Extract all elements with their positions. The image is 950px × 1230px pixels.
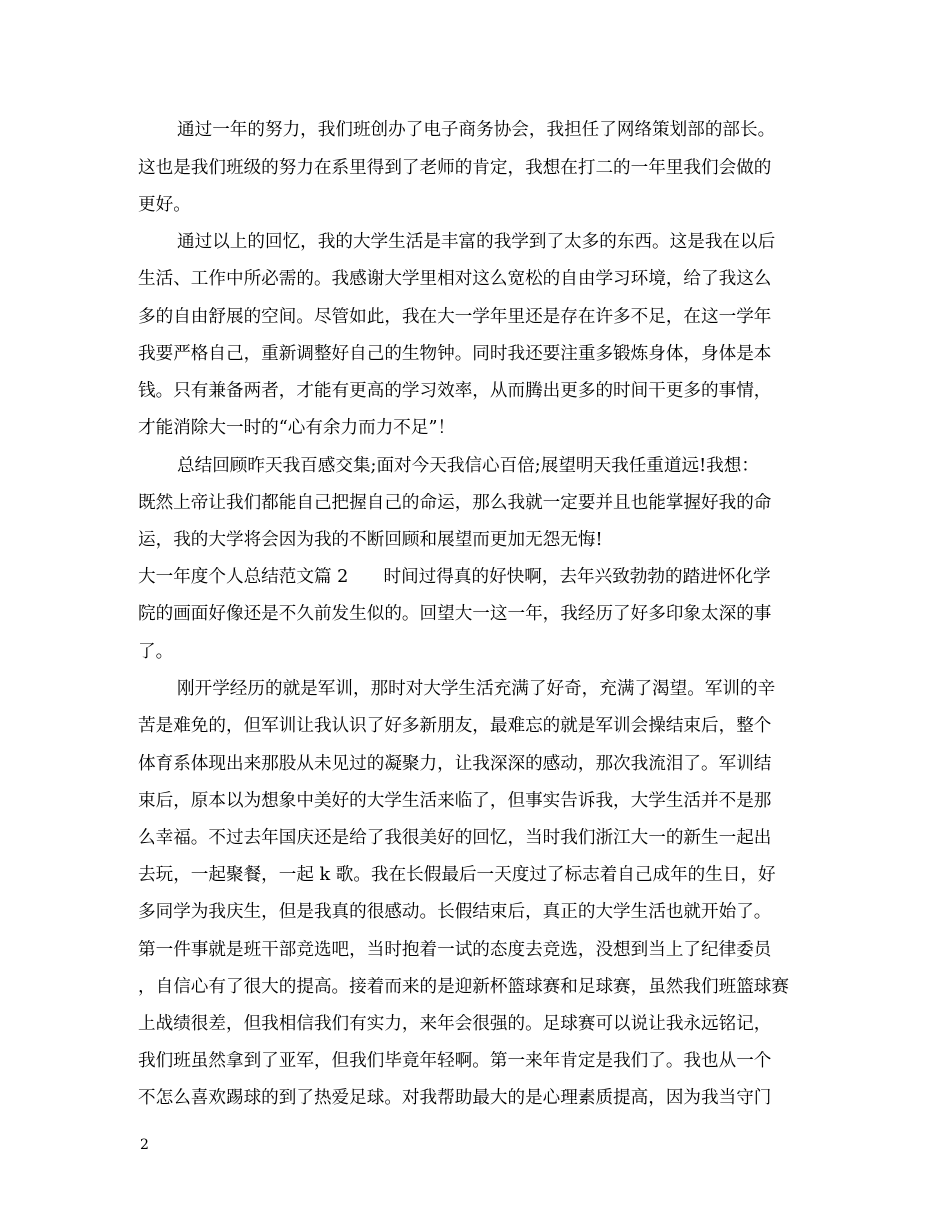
text-line: 第一件事就是班干部竞选吧，当时抱着一试的态度去竞选，没想到当上了纪律委员 <box>138 940 772 960</box>
page-number: 2 <box>140 1137 149 1153</box>
text-line: 大一年度个人总结范文篇 2 时间过得真的好快啊，去年兴致勃勃的踏进怀化学 <box>138 567 771 587</box>
text-line: 了。 <box>138 642 174 662</box>
text-line: 通过以上的回忆，我的大学生活是丰富的我学到了太多的东西。这是我在以后 <box>177 232 776 252</box>
text-line: 么幸福。不过去年国庆还是给了我很美好的回忆，当时我们浙江大一的新生一起出 <box>138 828 772 848</box>
text-line: 不怎么喜欢踢球的到了热爱足球。对我帮助最大的是心理素质提高，因为我当守门 <box>138 1088 772 1108</box>
text-line: 多同学为我庆生，但是我真的很感动。长假结束后，真正的大学生活也就开始了。 <box>138 902 772 922</box>
text-line: 既然上帝让我们都能自己把握自己的命运，那么我就一定要并且也能掌握好我的命 <box>138 493 772 513</box>
text-line: 才能消除大一时的“心有余力而力不足”！ <box>138 418 456 438</box>
text-line: 更好。 <box>138 195 191 215</box>
text-line: 我们班虽然拿到了亚军，但我们毕竟年轻啊。第一来年肯定是我们了。我也从一个 <box>138 1051 772 1071</box>
text-line: 生活、工作中所必需的。我感谢大学里相对这么宽松的自由学习环境，给了我这么 <box>138 269 772 289</box>
text-line: 束后，原本以为想象中美好的大学生活来临了，但事实告诉我，大学生活并不是那 <box>138 791 772 811</box>
text-line: 这也是我们班级的努力在系里得到了老师的肯定，我想在打二的一年里我们会做的 <box>138 158 772 178</box>
text-line: 去玩，一起聚餐，一起 k 歌。我在长假最后一天度过了标志着自己成年的生日，好 <box>138 865 776 885</box>
text-line: 苦是难免的，但军训让我认识了好多新朋友，最难忘的就是军训会操结束后，整个 <box>138 716 772 736</box>
text-line: 总结回顾昨天我百感交集;面对今天我信心百倍;展望明天我任重道远!我想： <box>177 456 759 476</box>
text-line: ，自信心有了很大的提高。接着而来的是迎新杯篮球赛和足球赛，虽然我们班篮球赛 <box>138 977 789 997</box>
text-line: 体育系体现出来那股从未见过的凝聚力，让我深深的感动，那次我流泪了。军训结 <box>138 754 772 774</box>
text-line: 刚开学经历的就是军训，那时对大学生活充满了好奇，充满了渴望。军训的辛 <box>177 679 776 699</box>
text-line: 我要严格自己，重新调整好自己的生物钟。同时我还要注重多锻炼身体，身体是本 <box>138 344 772 364</box>
text-line: 通过一年的努力，我们班创办了电子商务协会，我担任了网络策划部的部长。 <box>177 120 776 140</box>
text-line: 多的自由舒展的空间。尽管如此，我在大一学年里还是存在许多不足，在这一学年 <box>138 307 772 327</box>
text-line: 钱。只有兼备两者，才能有更高的学习效率，从而腾出更多的时间干更多的事情， <box>138 381 772 401</box>
text-line: 运，我的大学将会因为我的不断回顾和展望而更加无怨无悔! <box>138 530 603 550</box>
text-line: 上战绩很差，但我相信我们有实力，来年会很强的。足球赛可以说让我永远铭记， <box>138 1014 772 1034</box>
text-line: 院的画面好像还是不久前发生似的。回望大一这一年，我经历了好多印象太深的事 <box>138 604 772 624</box>
